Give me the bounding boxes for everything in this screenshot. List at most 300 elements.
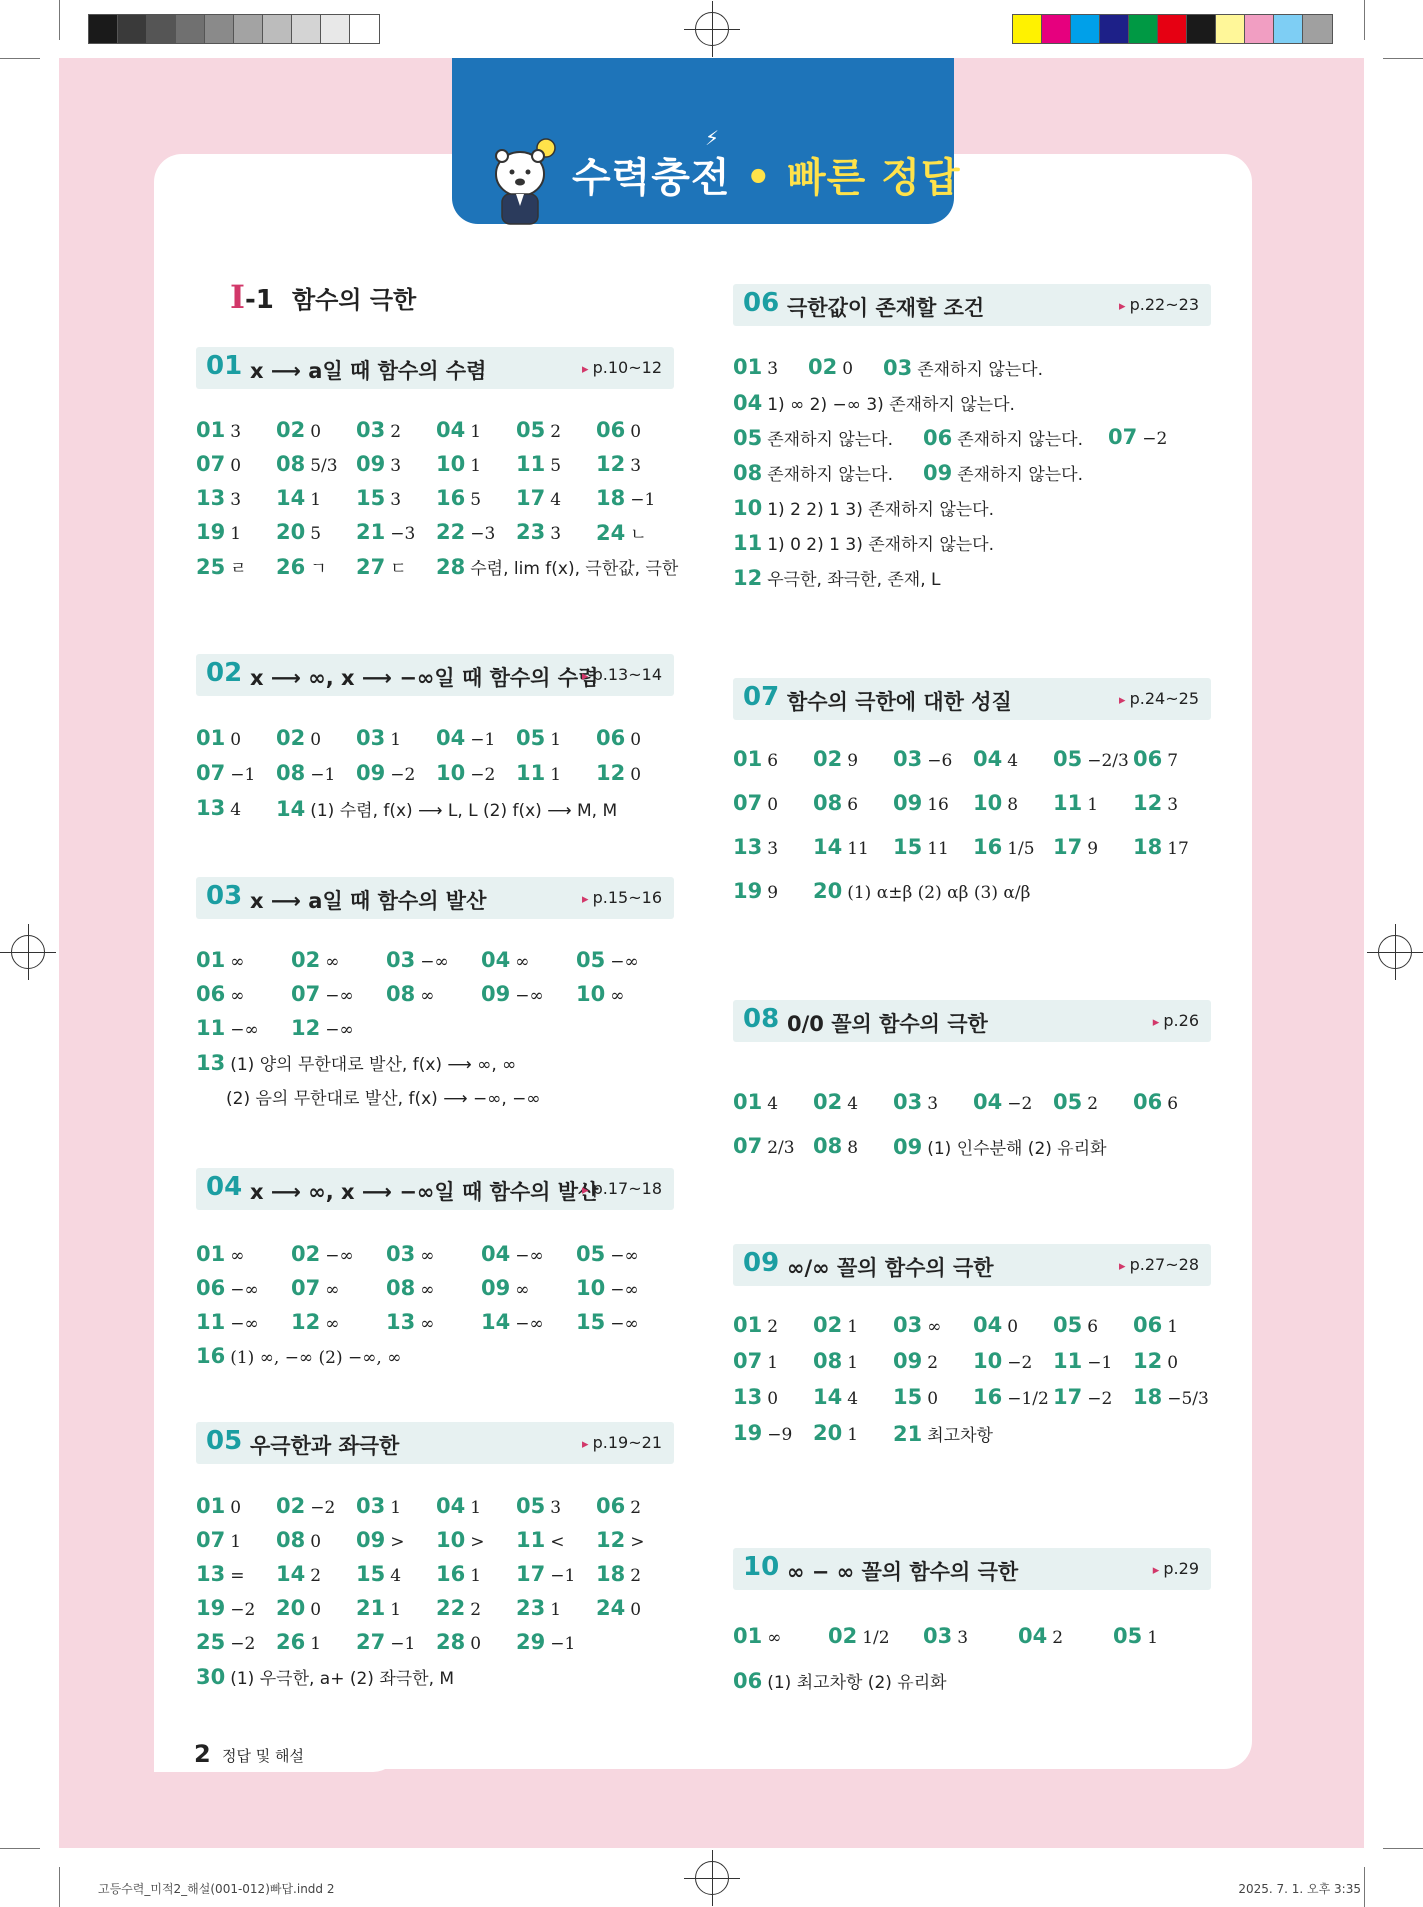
answer-item — [733, 1090, 778, 1114]
color-swatch — [321, 15, 350, 43]
answer-value: (2) 음의 무한대로 발산, f(x) ⟶ −∞, −∞ — [226, 1089, 541, 1109]
answer-value: −3 — [470, 524, 496, 544]
answer-item — [733, 425, 893, 450]
answer-value: 1 — [470, 1566, 482, 1586]
answer-number: 01 — [196, 726, 226, 750]
answer-value: −1 — [310, 765, 336, 785]
answer-number: 05 — [1053, 747, 1083, 771]
answer-number: 16 — [436, 1562, 466, 1586]
color-swatch — [234, 15, 263, 43]
crop-mark — [59, 0, 60, 40]
answer-value: 7 — [1167, 751, 1179, 771]
answer-number: 05 — [516, 1494, 546, 1518]
answer-number: 02 — [276, 1494, 306, 1518]
answer-row — [196, 1664, 674, 1692]
answer-value: 0 — [1007, 1317, 1019, 1337]
answer-item — [276, 1562, 321, 1586]
answer-item — [436, 761, 495, 785]
answer-number: 11 — [196, 1310, 226, 1334]
answer-number: 06 — [596, 1494, 626, 1518]
answer-row — [196, 452, 674, 480]
answer-item — [356, 1528, 404, 1552]
color-swatch — [89, 15, 118, 43]
answer-value: 0 — [630, 422, 642, 442]
answer-item — [196, 982, 244, 1006]
answer-number: 24 — [596, 1596, 626, 1620]
answer-item — [276, 418, 321, 442]
answer-value: −3 — [390, 524, 416, 544]
date-slug: 2025. 7. 1. 오후 3:35 — [1238, 1882, 1361, 1896]
answer-item — [196, 796, 241, 820]
section-title: 극한값이 존재할 조건 — [787, 296, 985, 320]
section-page-ref: ▸ p.19~21 — [582, 1433, 662, 1452]
section-number: 09 — [743, 1248, 780, 1278]
answer-value: 0 — [470, 1634, 482, 1654]
answer-item — [516, 1596, 561, 1620]
answer-row — [196, 1310, 674, 1338]
answer-value: −1 — [230, 765, 256, 785]
answer-value: −6 — [927, 751, 953, 771]
answer-item — [276, 726, 321, 750]
answer-item — [893, 791, 949, 815]
answer-item — [1133, 1313, 1178, 1337]
answer-number: 30 — [196, 1665, 226, 1689]
answer-item — [893, 1349, 938, 1373]
section-number: 02 — [206, 658, 243, 688]
answer-item — [481, 1276, 529, 1300]
answer-number: 10 — [973, 1349, 1003, 1373]
answer-value: 2 — [550, 422, 562, 442]
answer-row — [196, 1242, 674, 1270]
answer-item — [1053, 1349, 1112, 1373]
answer-value: 6 — [847, 795, 859, 815]
answer-value: 0 — [630, 765, 642, 785]
answer-item — [808, 355, 853, 379]
answer-number: 13 — [196, 1562, 226, 1586]
section-header-10 — [733, 1548, 1211, 1590]
answer-value: 1 — [230, 524, 242, 544]
answer-number: 05 — [1053, 1313, 1083, 1337]
answer-value: 0 — [310, 422, 322, 442]
answer-value: 4 — [847, 1389, 859, 1409]
answer-value: ∞ — [515, 952, 530, 972]
crop-mark — [1383, 58, 1423, 59]
answer-item — [893, 747, 952, 771]
section-title: ∞/∞ 꼴의 함수의 극한 — [787, 1256, 994, 1280]
answer-number: 14 — [276, 1562, 306, 1586]
answer-value: 9 — [767, 883, 779, 903]
answer-item — [1053, 1090, 1098, 1114]
answer-item — [276, 520, 321, 544]
answer-value: 2 — [390, 422, 402, 442]
answer-row — [196, 418, 674, 446]
answer-number: 13 — [196, 1051, 226, 1075]
answer-value: ㄴ — [630, 525, 647, 545]
answer-item — [576, 948, 639, 972]
section-number: 08 — [743, 1004, 780, 1034]
answer-item — [356, 554, 407, 579]
answer-number: 04 — [1018, 1624, 1048, 1648]
section-page-ref: ▸ p.24~25 — [1119, 689, 1199, 708]
answer-number: 04 — [436, 726, 466, 750]
answer-value: 2 — [1087, 1094, 1099, 1114]
answer-item — [196, 1276, 259, 1300]
answer-number: 18 — [596, 486, 626, 510]
answer-item — [196, 1664, 454, 1689]
answer-value: 3 — [230, 490, 242, 510]
answer-number: 03 — [923, 1624, 953, 1648]
answer-number: 03 — [386, 948, 416, 972]
answer-number: 10 — [576, 982, 606, 1006]
section-page-ref: ▸ p.29 — [1153, 1559, 1199, 1578]
crop-mark — [0, 1848, 40, 1849]
answer-value: 5 — [310, 524, 322, 544]
answer-number: 07 — [291, 1276, 321, 1300]
answer-item — [733, 460, 893, 485]
answer-number: 03 — [356, 1494, 386, 1518]
answer-value: −1/2 — [1007, 1389, 1049, 1409]
section-title: ∞ − ∞ 꼴의 함수의 극한 — [787, 1560, 1019, 1584]
answer-item — [481, 1242, 544, 1266]
answer-item — [813, 1090, 858, 1114]
answer-number: 04 — [973, 1313, 1003, 1337]
section-title: x ⟶ ∞, x ⟶ −∞일 때 함수의 수렴 — [250, 666, 599, 690]
answer-value: −5/3 — [1167, 1389, 1209, 1409]
answer-item — [973, 1349, 1032, 1373]
answer-value: 1 — [847, 1353, 859, 1373]
answer-number: 12 — [596, 761, 626, 785]
answer-item — [291, 982, 354, 1006]
answer-item — [1133, 835, 1189, 859]
answer-value: −2 — [1142, 429, 1168, 449]
answer-value: 3 — [550, 524, 562, 544]
answer-value: 1 — [470, 456, 482, 476]
answer-number: 06 — [733, 1669, 763, 1693]
answer-number: 15 — [356, 1562, 386, 1586]
answer-value: −∞ — [230, 1314, 259, 1334]
answer-number: 26 — [276, 555, 306, 579]
answer-item — [973, 791, 1018, 815]
answer-value: 3 — [390, 490, 402, 510]
answer-value: −2 — [230, 1600, 256, 1620]
answer-value: 0 — [230, 1498, 242, 1518]
answer-value: −∞ — [325, 1246, 354, 1266]
answer-item — [436, 1596, 481, 1620]
section-number: 06 — [743, 288, 780, 318]
answer-item — [276, 1596, 321, 1620]
answer-number: 21 — [356, 1596, 386, 1620]
answer-value: 2 — [630, 1498, 642, 1518]
answer-value: ∞ — [420, 986, 435, 1006]
answer-number: 08 — [813, 791, 843, 815]
answer-item — [733, 1668, 947, 1693]
answer-item — [973, 1313, 1018, 1337]
answer-item — [516, 726, 561, 750]
answer-value: (1) 최고차항 (2) 유리화 — [767, 1673, 947, 1693]
answer-row — [733, 1134, 1211, 1162]
answer-value: ㄱ — [310, 559, 327, 579]
answer-value: 0 — [310, 1532, 322, 1552]
answer-value: 0 — [767, 1389, 779, 1409]
answer-value: 존재하지 않는다. — [767, 430, 893, 450]
answer-item — [276, 452, 338, 476]
answer-item — [436, 452, 481, 476]
answer-item — [516, 520, 561, 544]
answer-item — [733, 879, 778, 903]
answer-item — [596, 1528, 644, 1552]
answer-item — [893, 1134, 1107, 1159]
answer-value: 1 — [550, 765, 562, 785]
answer-value: 1 — [470, 1498, 482, 1518]
answer-row — [733, 1349, 1211, 1377]
section-number: 04 — [206, 1172, 243, 1202]
answer-value: 최고차항 — [927, 1426, 993, 1446]
answer-item — [386, 1276, 434, 1300]
answer-number: 11 — [516, 452, 546, 476]
answer-row — [733, 835, 1211, 863]
answer-row — [733, 355, 1211, 383]
answer-value: 1 — [1147, 1628, 1159, 1648]
answer-value: −2 — [1007, 1353, 1033, 1373]
answer-item — [276, 486, 321, 510]
section-title: 우극한과 좌극한 — [250, 1434, 400, 1458]
answer-value: −1 — [630, 490, 656, 510]
answer-value: (1) α±β (2) αβ (3) α/β — [847, 883, 1031, 903]
answer-value: 1 — [390, 1600, 402, 1620]
answer-number: 17 — [516, 1562, 546, 1586]
answer-number: 21 — [356, 520, 386, 544]
answer-number: 02 — [276, 418, 306, 442]
answer-number: 14 — [276, 486, 306, 510]
page-number: 2 — [194, 1740, 211, 1768]
color-swatch — [1158, 15, 1187, 43]
answer-value: −1 — [550, 1566, 576, 1586]
answer-number: 18 — [1133, 1385, 1163, 1409]
answer-value: 1 — [847, 1317, 859, 1337]
answer-number: 07 — [733, 791, 763, 815]
answer-number: 01 — [733, 355, 763, 379]
answer-number: 07 — [196, 1528, 226, 1552]
answer-item — [196, 1494, 241, 1518]
banner-title-dot: • — [745, 155, 773, 201]
crop-mark — [59, 1867, 60, 1907]
answer-item — [813, 1421, 858, 1445]
answer-number: 13 — [733, 1385, 763, 1409]
answer-value: 17 — [1167, 839, 1189, 859]
answer-number: 07 — [733, 1134, 763, 1158]
answer-number: 16 — [973, 1385, 1003, 1409]
answer-number: 25 — [196, 555, 226, 579]
answer-number: 09 — [923, 461, 953, 485]
answer-value: −∞ — [230, 1280, 259, 1300]
answer-value: ∞ — [610, 986, 625, 1006]
answer-value: 3 — [927, 1094, 939, 1114]
answer-number: 20 — [276, 520, 306, 544]
answer-item — [1108, 425, 1167, 449]
color-swatch-bar — [1012, 14, 1333, 44]
section-number: 01 — [206, 351, 243, 381]
answer-number: 10 — [436, 1528, 466, 1552]
unit-dash: - — [244, 285, 256, 315]
answer-value: 4 — [1007, 751, 1019, 771]
section-title: x ⟶ ∞, x ⟶ −∞일 때 함수의 발산 — [250, 1180, 599, 1204]
answer-item — [481, 982, 544, 1006]
answer-value: −1 — [1087, 1353, 1113, 1373]
answer-value: 1 — [550, 1600, 562, 1620]
answer-value: ∞ — [515, 1280, 530, 1300]
answer-value: −9 — [767, 1425, 793, 1445]
answer-number: 27 — [356, 555, 386, 579]
answer-number: 07 — [733, 1349, 763, 1373]
answer-row — [196, 1630, 674, 1658]
answer-item — [436, 418, 481, 442]
answer-value: 1 — [1087, 795, 1099, 815]
answer-item — [196, 726, 241, 750]
answer-item — [576, 1310, 639, 1334]
answer-item — [893, 1421, 993, 1446]
answer-item — [596, 520, 647, 545]
answer-number: 14 — [481, 1310, 511, 1334]
answer-item — [1133, 1349, 1178, 1373]
answer-row — [196, 948, 674, 976]
answer-value: 0 — [767, 795, 779, 815]
answer-item — [733, 565, 941, 590]
answer-number: 17 — [1053, 1385, 1083, 1409]
answer-item — [733, 530, 994, 555]
answer-number: 19 — [196, 520, 226, 544]
color-swatch — [118, 15, 147, 43]
answer-item — [436, 1528, 484, 1552]
answer-value: 1) 0 2) 1 3) 존재하지 않는다. — [767, 535, 994, 555]
answer-number: 09 — [356, 452, 386, 476]
answer-number: 09 — [356, 1528, 386, 1552]
answer-item — [923, 1624, 968, 1648]
answer-number: 06 — [196, 982, 226, 1006]
answer-value: > — [470, 1532, 485, 1552]
answer-item — [436, 486, 481, 510]
answer-number: 06 — [1133, 1313, 1163, 1337]
answer-number: 03 — [386, 1242, 416, 1266]
answer-number: 13 — [386, 1310, 416, 1334]
answer-row — [196, 1016, 674, 1044]
bear-mascot-icon — [488, 136, 560, 232]
answer-item — [883, 355, 1043, 380]
answer-value: 4 — [847, 1094, 859, 1114]
answer-item — [923, 460, 1083, 485]
answer-number: 02 — [276, 726, 306, 750]
answer-number: 01 — [733, 747, 763, 771]
answer-number: 16 — [436, 486, 466, 510]
answer-number: 27 — [356, 1630, 386, 1654]
answer-item — [596, 1596, 641, 1620]
answer-number: 02 — [813, 1090, 843, 1114]
section-page-ref: ▸ p.27~28 — [1119, 1255, 1199, 1274]
answer-row — [196, 554, 679, 582]
answer-number: 14 — [813, 1385, 843, 1409]
answer-value: −∞ — [610, 1246, 639, 1266]
answer-item — [291, 948, 339, 972]
registration-mark-top — [695, 12, 729, 46]
gray-swatch-bar — [88, 14, 380, 44]
color-swatch — [263, 15, 292, 43]
answer-item — [813, 879, 1030, 903]
answer-value: 0 — [927, 1389, 939, 1409]
answer-item — [436, 520, 495, 544]
answer-value: (1) 수렴, f(x) ⟶ L, L (2) f(x) ⟶ M, M — [310, 801, 618, 821]
answer-value: (1) 양의 무한대로 발산, f(x) ⟶ ∞, ∞ — [230, 1055, 517, 1075]
answer-item — [516, 761, 561, 785]
answer-number: 03 — [893, 1090, 923, 1114]
answer-row — [196, 1050, 674, 1078]
color-swatch — [350, 15, 379, 43]
answer-item — [291, 1016, 354, 1040]
answer-row — [733, 747, 1211, 775]
answer-item — [733, 791, 778, 815]
section-header-07 — [733, 678, 1211, 720]
answer-item — [196, 1016, 259, 1040]
answer-value: −∞ — [515, 986, 544, 1006]
answer-number: 04 — [436, 418, 466, 442]
answer-item — [893, 1090, 938, 1114]
answer-value: 2 — [767, 1317, 779, 1337]
answer-item — [291, 1276, 339, 1300]
answer-number: 02 — [291, 1242, 321, 1266]
answer-value: −1 — [550, 1634, 576, 1654]
answer-number: 05 — [516, 418, 546, 442]
answer-item — [196, 1562, 244, 1586]
answer-row — [733, 1313, 1211, 1341]
answer-value: ∞ — [325, 1280, 340, 1300]
answer-value: 5/3 — [310, 456, 338, 476]
answer-item — [196, 1596, 255, 1620]
answer-number: 08 — [813, 1349, 843, 1373]
color-swatch — [205, 15, 234, 43]
answer-value: −∞ — [515, 1314, 544, 1334]
answer-value: (1) ∞, −∞ (2) −∞, ∞ — [230, 1348, 402, 1368]
section-page-ref: ▸ p.26 — [1153, 1011, 1199, 1030]
answer-value: ∞ — [767, 1628, 782, 1648]
answer-value: −∞ — [610, 1280, 639, 1300]
section-header-08 — [733, 1000, 1211, 1042]
answer-value: 4 — [230, 800, 242, 820]
answer-value: 1 — [1167, 1317, 1179, 1337]
answer-item — [973, 835, 1035, 859]
answer-row — [196, 1276, 674, 1304]
answer-item — [276, 554, 327, 579]
color-swatch — [1100, 15, 1129, 43]
answer-number: 04 — [436, 1494, 466, 1518]
answer-number: 29 — [516, 1630, 546, 1654]
answer-number: 02 — [813, 747, 843, 771]
answer-item — [733, 747, 778, 771]
answer-item — [516, 1528, 564, 1552]
answer-value: ∞ — [420, 1280, 435, 1300]
answer-number: 13 — [196, 486, 226, 510]
answer-number: 08 — [733, 461, 763, 485]
answer-number: 17 — [516, 486, 546, 510]
answer-row — [733, 1385, 1211, 1413]
answer-value: 0 — [230, 730, 242, 750]
answer-item — [733, 495, 994, 520]
answer-value: ∞ — [230, 986, 245, 1006]
color-swatch — [147, 15, 176, 43]
answer-value: 0 — [1167, 1353, 1179, 1373]
answer-item — [1133, 1385, 1209, 1409]
answer-item — [733, 355, 778, 379]
answer-value: 1 — [767, 1353, 779, 1373]
answer-item — [436, 726, 495, 750]
answer-item — [196, 761, 255, 785]
